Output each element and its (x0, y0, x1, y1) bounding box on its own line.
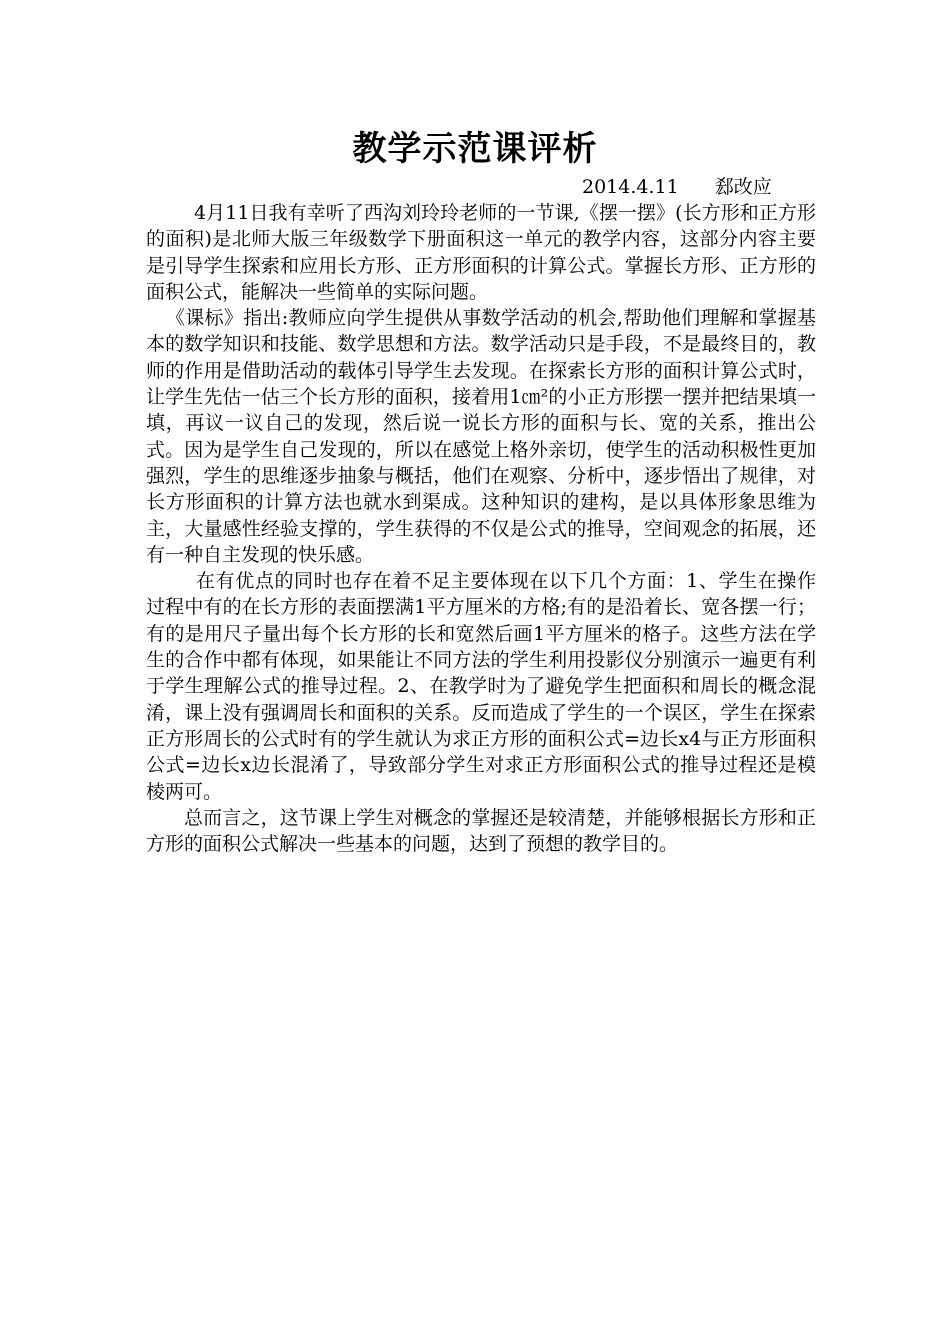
paragraph-3: 在有优点的同时也存在着不足主要体现在以下几个方面：1、学生在操作过程中有的在长方形的表面摆满1平方厘米的方格;有的是沿着长、宽各摆一行；有的是用尺子量出每个长方形的长和宽然后画1平方厘米的格子。这些方法在学生的合作中都有体现，如果能让不同方法的学生利用投影仪分别演示一遍更有利于学生理解公式的推导过程。2、在教学时为了避免学生把面积和周长的概念混淆，课上没有强调周长和面积的关系。反而造成了学生的一个误区，学生在探索正方形周长的公式时有的学生就认为求正方形的面积公式=边长x4与正方形面积公式=边长x边长混淆了，导致部分学生对求正方形面积公式的推导过程还是模棱两可。 (146, 570, 816, 803)
byline (582, 174, 772, 200)
document-date: 2014.4.11 (582, 176, 679, 198)
document-title: 教学示范课评析 (352, 129, 598, 169)
paragraph-2: 《课标》指出:教师应向学生提供从事数学活动的机会,帮助他们理解和掌握基本的数学知识和技能、数学思想和方法。数学活动只是手段，不是最终目的，教师的作用是借助活动的载体引导学生去发现。在探索长方形的面积计算公式时，让学生先估一估三个长方形的面积，接着用1㎝²的小正方形摆一摆并把结果填一填，再议一议自己的发现，然后说一说长方形的面积与长、宽的关系，推出公式。因为是学生自己发现的，所以在感觉上格外亲切，使学生的活动积极性更加强烈，学生的思维逐步抽象与概括，他们在观察、分析中，逐步悟出了规律，对长方形面积的计算方法也就水到渠成。这种知识的建构，是以具体形象思维为主，大量感性经验支撑的，学生获得的不仅是公式的推导，空间观念的拓展，还有一种自主发现的快乐感。 (146, 307, 816, 566)
paragraph-1: 4月11日我有幸听了西沟刘玲玲老师的一节课,《摆一摆》(长方形和正方形的面积)是北师大版三年级数学下册面积这一单元的教学内容，这部分内容主要是引导学生探索和应用长方形、正方形面积的计算公式。掌握长方形、正方形的面积公式，能解决一些简单的实际问题。 (146, 202, 816, 303)
paragraph-4: 总而言之，这节课上学生对概念的掌握还是较清楚，并能够根据长方形和正方形的面积公式解决一些基本的问题，达到了预想的教学目的。 (146, 806, 816, 856)
document-author: 郄改应 (714, 176, 772, 198)
document-body (146, 200, 816, 857)
